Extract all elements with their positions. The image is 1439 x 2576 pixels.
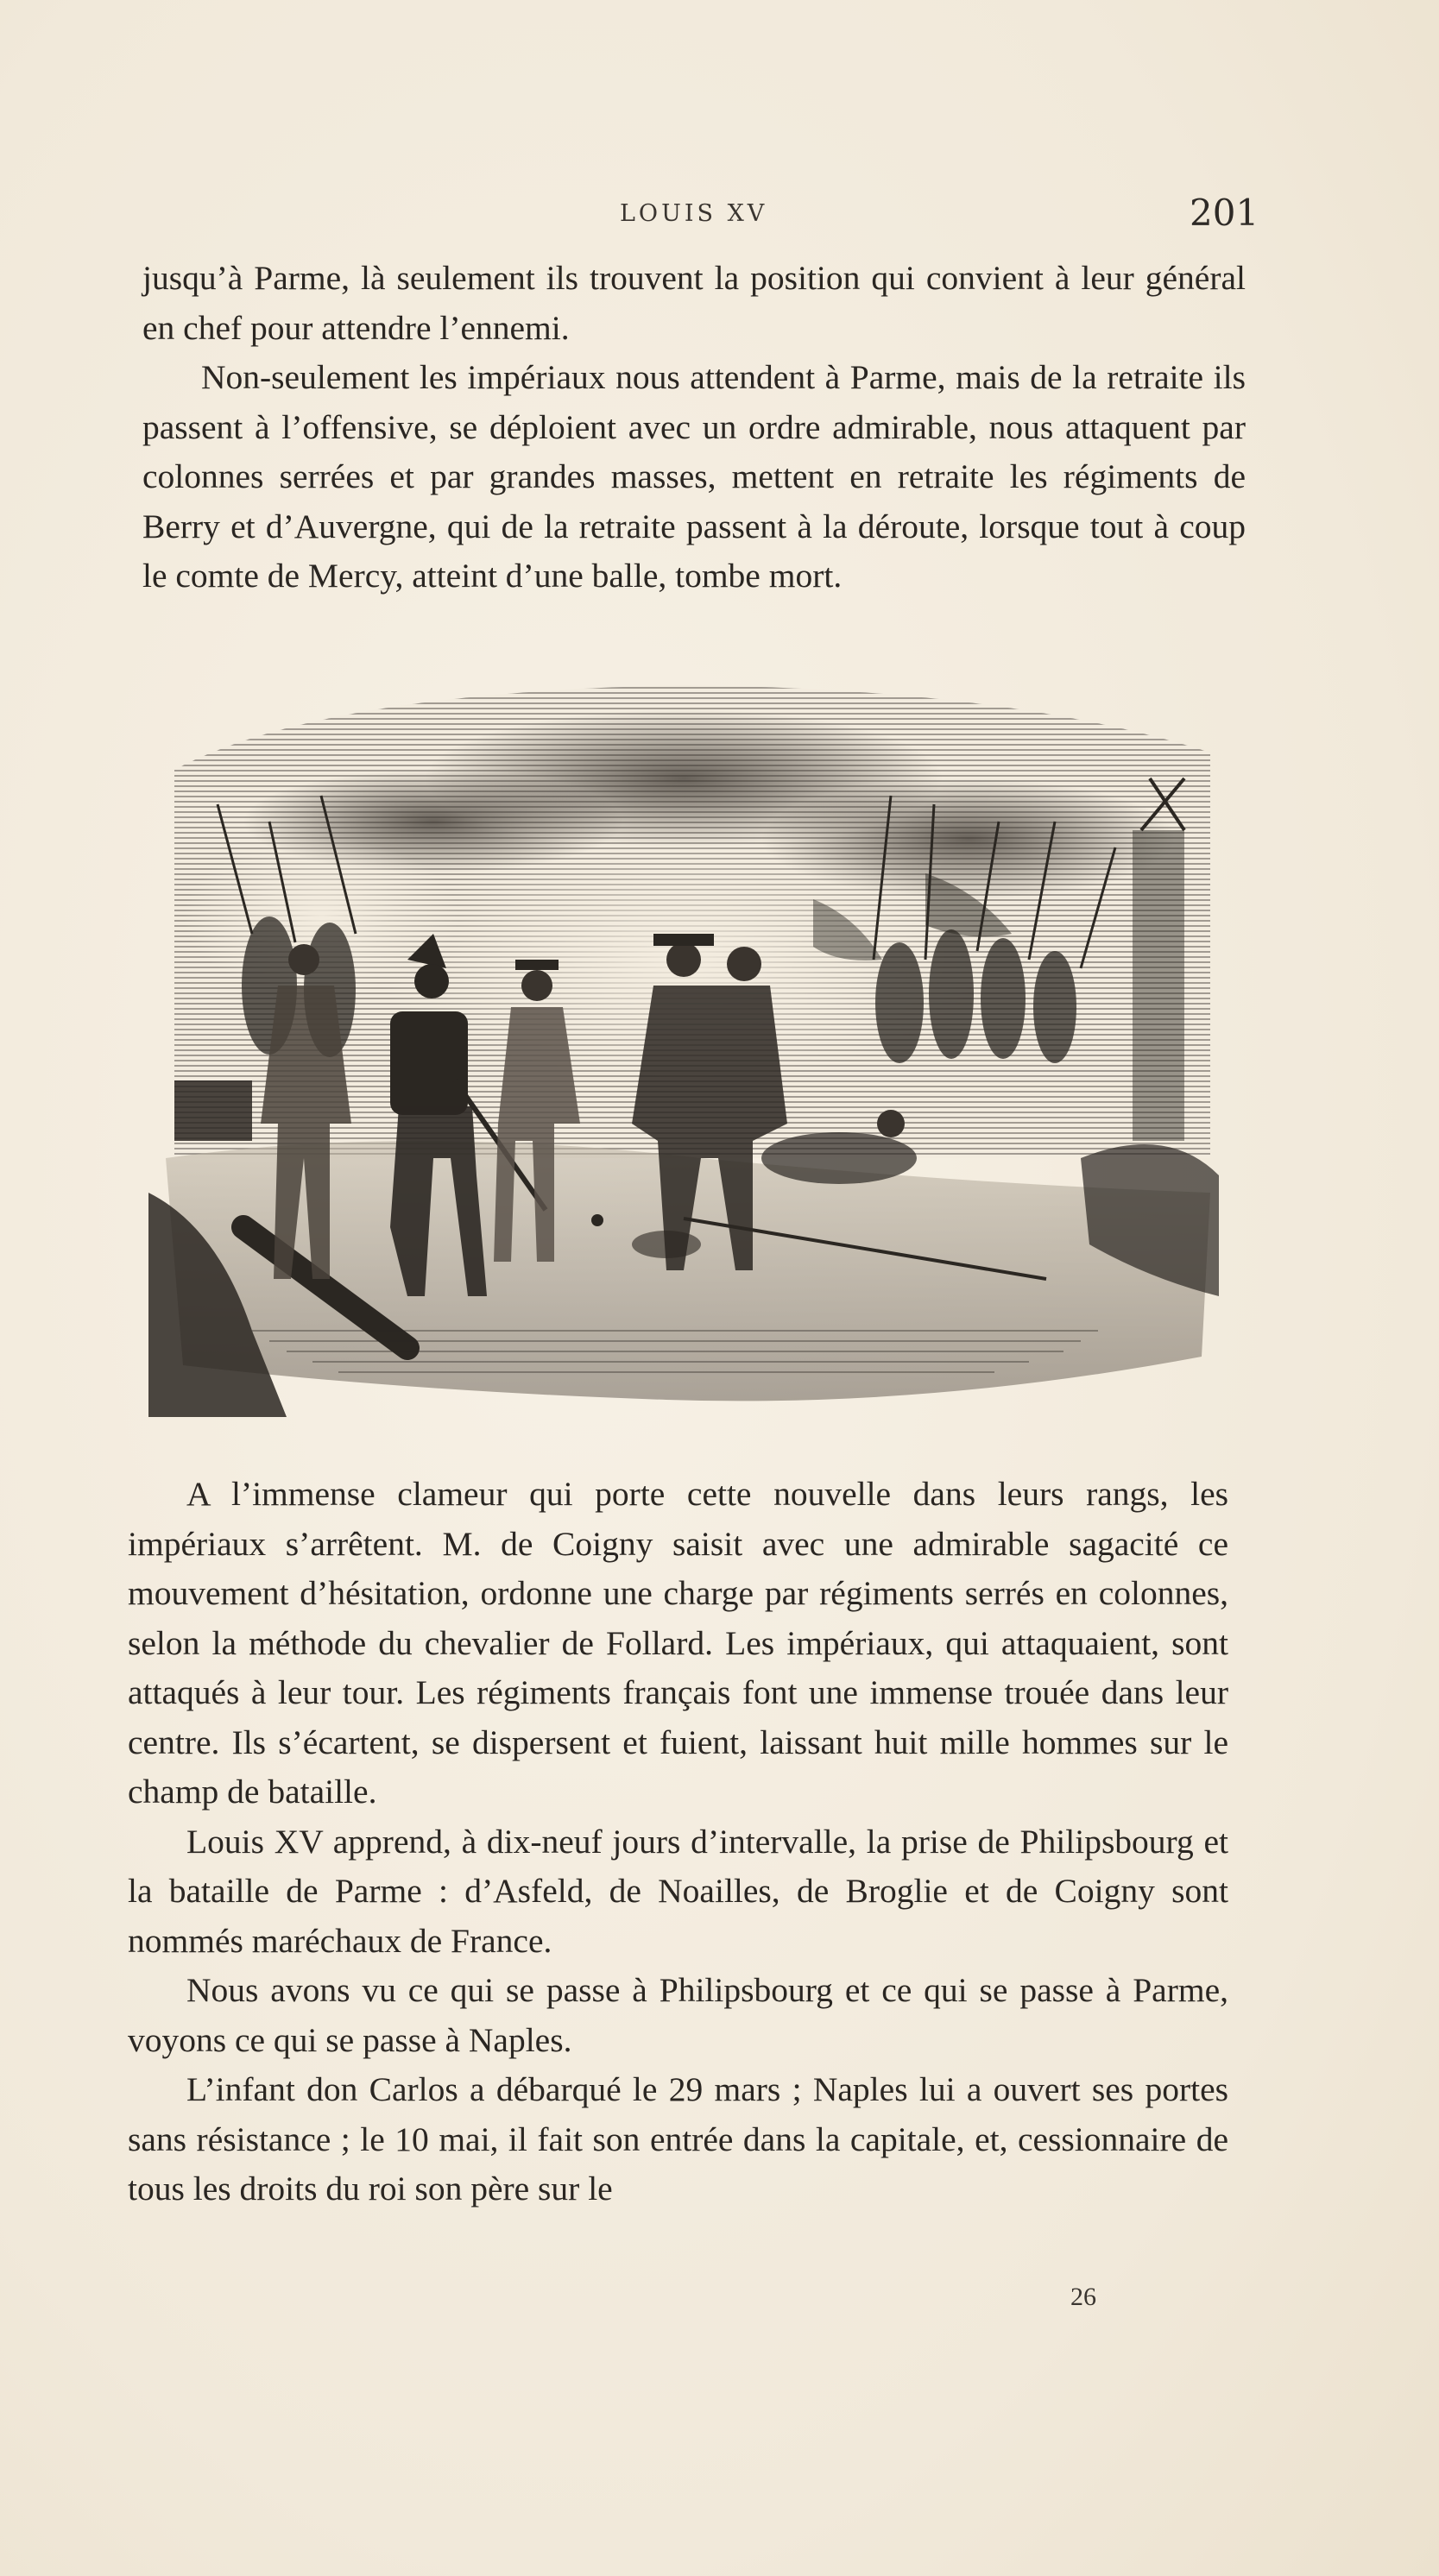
engraving-svg <box>148 675 1228 1434</box>
fallen-hat <box>632 1231 701 1258</box>
cannonball <box>591 1214 603 1226</box>
cannon-carriage <box>174 1080 252 1141</box>
running-head: LOUIS XV <box>620 200 768 227</box>
paragraph: A l’immense clameur qui porte cette nouvelle dans leurs rangs, les impériaux s’arrêtent. M. de Coigny saisit avec une admirable sagacité ce mouvement d’hésitation, ordonne une charge par régiments serrés en colonnes, selon la méthode du chevalier de Follard. Les impériaux, qui attaquaient, sont attaqués à leur tour. Les régiments français font une immense trouée dans leur centre. Ils s’écartent, se dispersent et fuient, laissant huit mille hommes sur le champ de bataille. <box>128 1475 1228 1811</box>
page-number: 201 <box>1190 192 1259 234</box>
building <box>1133 830 1184 1141</box>
page-header <box>0 192 1439 235</box>
paragraph: L’infant don Carlos a débarqué le 29 mars ; Naples lui a ouvert ses portes sans résistance ; le 10 mai, il fait son entrée dans la capitale, et, cessionnaire de tous les droits du roi son père sur le <box>128 2070 1228 2208</box>
paragraph: Nous avons vu ce qui se passe à Philipsbourg et ce qui se passe à Parme, voyons ce qui se passe à Naples. <box>128 1971 1228 2059</box>
paragraph: jusqu’à Parme, là seulement ils trouvent la position qui convient à leur général en chef pour attendre l’ennemi. <box>142 259 1246 347</box>
paragraph: Louis XV apprend, à dix-neuf jours d’intervalle, la prise de Philipsbourg et la bataille de Parme : d’Asfeld, de Noailles, de Broglie et de Coigny sont nommés maréchaux de France. <box>128 1822 1228 1960</box>
signature-mark: 26 <box>1070 2283 1096 2311</box>
battle-engraving-illustration <box>148 675 1228 1434</box>
paragraph: Non-seulement les impériaux nous attendent à Parme, mais de la retraite ils passent à l’offensive, se déploient avec un ordre admirable, nous attaquent par colonnes serrées et par grandes masses, mettent en retraite les régiments de Berry et d’Auvergne, qui de la retraite passent à la déroute, lorsque tout à coup le comte de Mercy, atteint d’une balle, tombe mort. <box>142 358 1246 595</box>
text-block-top <box>142 254 1246 601</box>
text-block-bottom <box>128 1470 1228 2214</box>
